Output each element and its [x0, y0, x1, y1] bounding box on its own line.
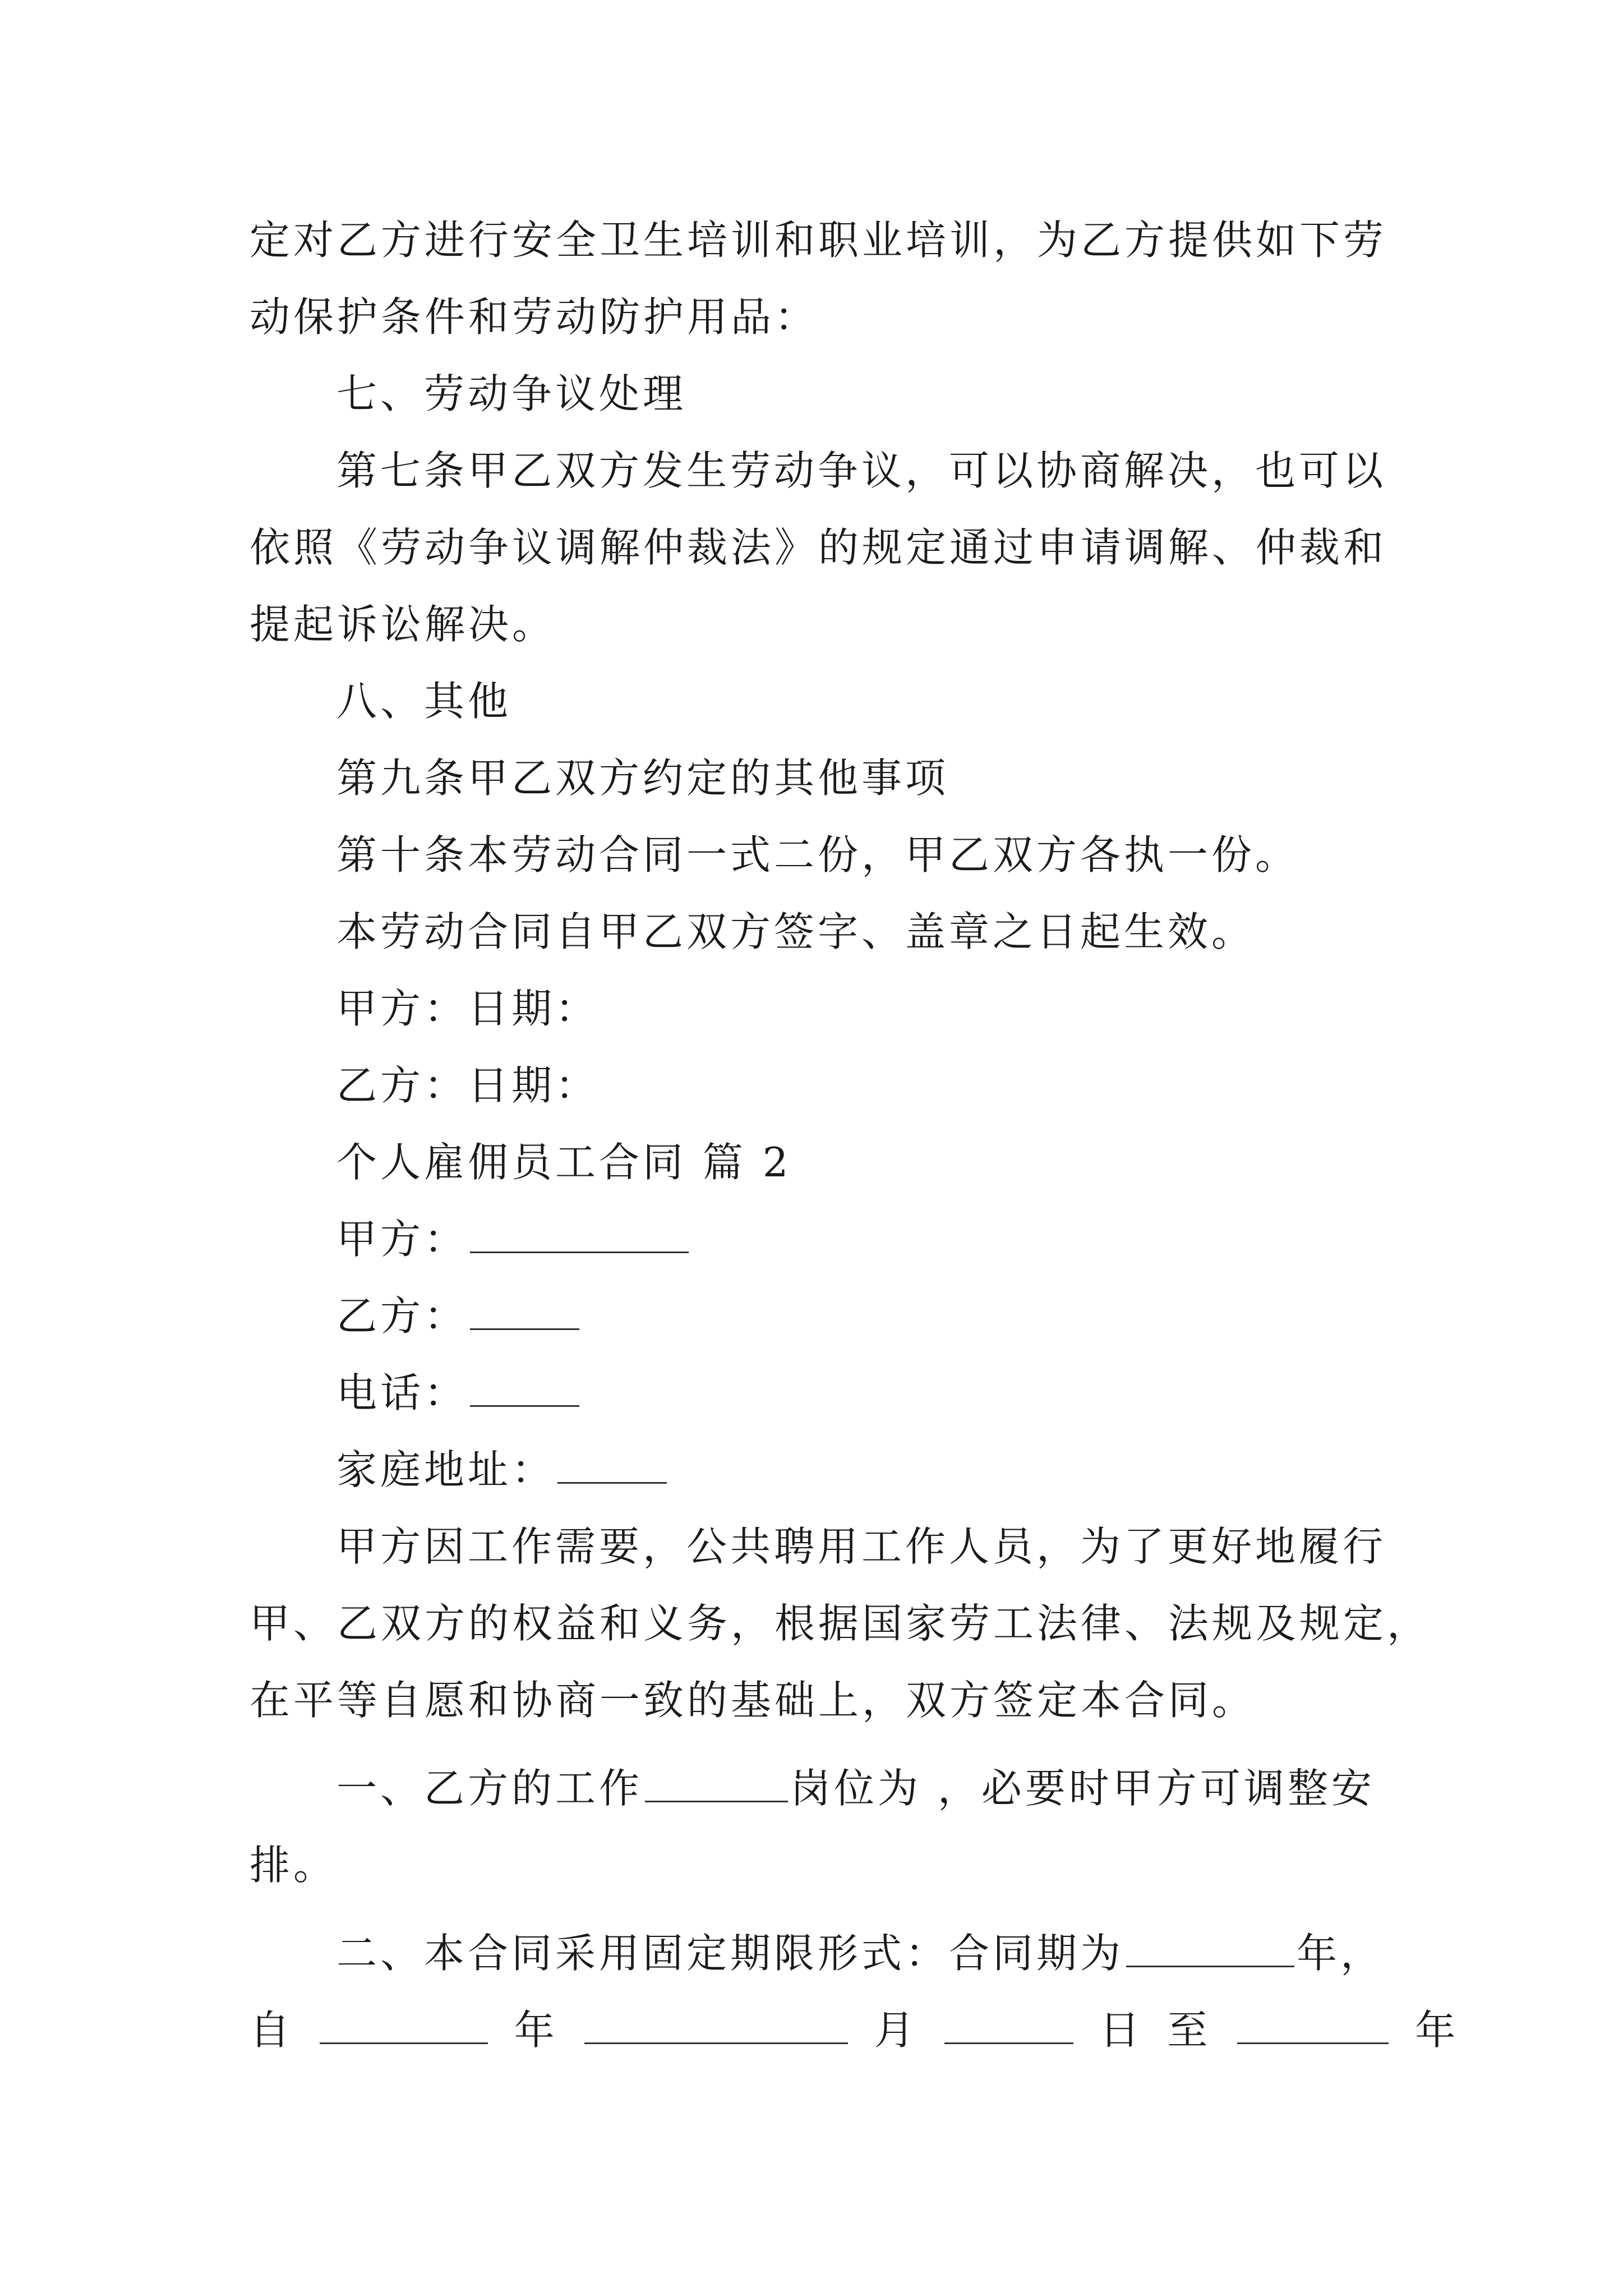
clause-1-line	[250, 1750, 1377, 1827]
contract-title: 个人雇佣员工合同 篇 2	[336, 1139, 792, 1186]
paragraph-line: 甲、乙双方的权益和义务，根据国家劳工法律、法规及规定，	[250, 1600, 1431, 1647]
paragraph-line: 排。	[250, 1842, 338, 1889]
date-year2-label: 年	[1415, 2007, 1459, 2054]
paragraph-line: 依照《劳动争议调解仲裁法》的规定通过申请调解、仲裁和	[250, 524, 1387, 571]
date-month-label: 月	[874, 2007, 918, 2054]
paragraph-line: 第十条本劳动合同一式二份，甲乙双方各执一份。	[336, 831, 1299, 878]
term-years-blank	[1126, 1935, 1294, 1967]
end-year-blank	[1237, 2012, 1389, 2044]
paragraph-line: 动保护条件和劳动防护用品：	[250, 293, 819, 341]
section-heading: 七、劳动争议处理	[336, 370, 687, 417]
phone-label: 电话：	[336, 1369, 468, 1416]
section-heading: 八、其他	[336, 678, 512, 725]
party-b-label: 乙方：	[336, 1292, 468, 1340]
start-month-blank	[584, 2012, 848, 2044]
party-b-blank	[470, 1298, 579, 1330]
clause-1-text-b: 岗位为 ，必要时甲方可调整安	[790, 1765, 1375, 1812]
party-b-field	[250, 1278, 1377, 1355]
paragraph-line: 在平等自愿和协商一致的基础上，双方签定本合同。	[250, 1677, 1256, 1724]
phone-blank	[470, 1375, 579, 1407]
paragraph-line: 第九条甲乙双方约定的其他事项	[336, 754, 949, 802]
clause-2-text-b: 年，	[1297, 1930, 1385, 1977]
start-year-blank	[320, 2012, 488, 2044]
paragraph-line: 甲方因工作需要，公共聘用工作人员，为了更好地履行	[336, 1523, 1387, 1570]
paragraph-line: 提起诉讼解决。	[250, 601, 556, 648]
address-blank	[557, 1452, 667, 1484]
address-field	[250, 1432, 1377, 1508]
address-label: 家庭地址：	[336, 1446, 556, 1493]
document-body	[250, 202, 1459, 2069]
clause-2-text-a: 二、本合同采用固定期限形式：合同期为	[336, 1930, 1124, 1977]
date-range-line	[250, 1992, 1459, 2069]
paragraph-line: 定对乙方进行安全卫生培训和职业培训，为乙方提供如下劳	[250, 217, 1387, 264]
party-a-blank	[470, 1221, 689, 1253]
clause-1-text-a: 一、乙方的工作	[336, 1765, 643, 1812]
paragraph-line: 本劳动合同自甲乙双方签字、盖章之日起生效。	[336, 908, 1256, 955]
party-a-field	[250, 1201, 1377, 1278]
date-from-label: 自	[250, 2007, 294, 2054]
signature-line-party-b: 乙方：日期：	[336, 1062, 600, 1109]
position-blank	[645, 1770, 788, 1802]
date-day-to-label: 日 至	[1099, 2007, 1211, 2054]
phone-field	[250, 1355, 1377, 1432]
signature-line-party-a: 甲方：日期：	[336, 985, 600, 1032]
clause-2-line	[250, 1915, 1385, 1992]
paragraph-line: 第七条甲乙双方发生劳动争议，可以协商解决，也可以	[336, 447, 1387, 494]
start-day-blank	[944, 2012, 1073, 2044]
date-year-label: 年	[514, 2007, 558, 2054]
party-a-label: 甲方：	[336, 1216, 468, 1263]
